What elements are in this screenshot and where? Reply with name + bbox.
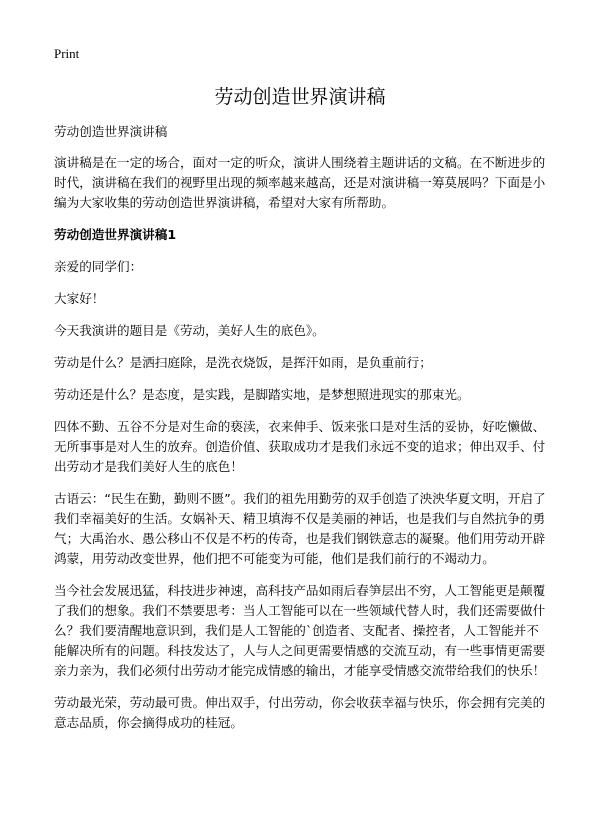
body-paragraph: 劳动最光荣，劳动最可贵。伸出双手，付出劳动，你会收获幸福与快乐，你会拥有完美的意志品质，你会摘得成功的桂冠。 [54,695,546,730]
body-paragraph: 古语云：“民生在勤，勤则不匮”。我们的祖先用勤劳的双手创造了泱泱华夏文明，开启了我们幸福美好的生活。女娲补天、精卫填海不仅是美丽的神话，也是我们与自然抗争的勇气；大禹治水、愚公移山不仅是不朽的传奇，也是我们钢铁意志的凝聚。他们用劳动开辟鸿蒙，用劳动改变世界，他们把不可能变为可能，他们是我们前行的不竭动力。 [54,491,546,566]
body-paragraph: 今天我演讲的题目是《劳动，美好人生的底色》。 [54,323,325,338]
body-paragraph: 四体不勤、五谷不分是对生命的亵渎，衣来伸手、饭来张口是对生活的妥协，好吃懒做、无所事事是对人生的放弃。创造价值、获取成功才是我们永远不变的追求；伸出双手、付出劳动才是我们美好人生的底色！ [54,419,546,474]
intro-paragraph: 演讲稿是在一定的场合，面对一定的听众，演讲人围绕着主题讲话的文稿。在不断进步的时代，演讲稿在我们的视野里出现的频率越来越高，还是对演讲稿一筹莫展吗？下面是小编为大家收集的劳动创造世界演讲稿，希望对大家有所帮助。 [54,155,546,210]
body-paragraph: 当今社会发展迅猛，科技进步神速，高科技产品如雨后春笋层出不穷，人工智能更是颠覆了我们的想象。我们不禁要思考：当人工智能可以在一些领域代替人时，我们还需要做什么？我们要清醒地意识到，我们是人工智能的`创造者、支配者、操控者，人工智能并不能解决所有的问题。科技发达了，人与人之间更需要情感的交流互动，有一些事情更需要亲力亲为，我们必须付出劳动才能完成情感的输出，才能享受情感交流带给我们的快乐！ [54,583,546,678]
body-paragraph: 亲爱的同学们： [54,259,143,274]
body-paragraph: 劳动还是什么？是态度，是实践，是脚踏实地，是梦想照进现实的那束光。 [54,387,470,402]
print-link[interactable]: Print [54,46,80,61]
page-title: 劳动创造世界演讲稿 [214,86,386,108]
body-paragraph: 劳动是什么？是洒扫庭除，是洗衣烧饭，是挥汗如雨，是负重前行； [54,355,432,370]
section-heading: 劳动创造世界演讲稿1 [54,227,177,242]
document-subtitle: 劳动创造世界演讲稿 [54,124,168,139]
body-paragraph: 大家好！ [54,291,105,306]
